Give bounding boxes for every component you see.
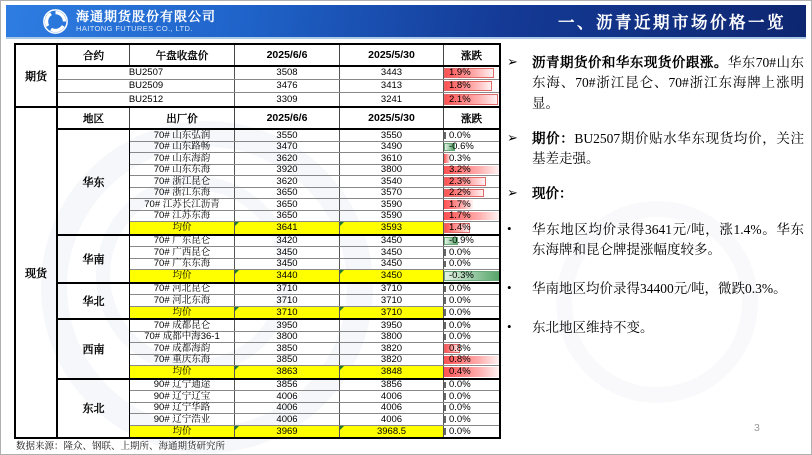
zero-data-bar xyxy=(444,405,446,412)
change-value: -0.6% xyxy=(449,141,474,152)
region-rows xyxy=(130,236,499,282)
value-cell: 3969 xyxy=(235,426,340,438)
value-cell: 3650 xyxy=(235,211,340,222)
column-header-region: 地区 xyxy=(58,108,130,128)
region-group xyxy=(58,236,499,284)
change-value: 2.1% xyxy=(449,93,471,105)
zero-data-bar xyxy=(444,428,446,436)
comment-triangle-icon xyxy=(235,366,239,370)
change-value: 0.0% xyxy=(449,258,471,269)
value-cell: 3241 xyxy=(340,93,444,106)
change-value: 0.0% xyxy=(449,306,471,318)
value-cell: 3450 xyxy=(235,259,340,270)
bullet-text xyxy=(532,129,804,170)
change-value: 3.2% xyxy=(449,164,471,175)
region-label: 东北 xyxy=(58,380,130,438)
bullet-regular-text: 东北地区维持不变。 xyxy=(532,320,654,336)
brand-name-cell: 90# 辽宁辽宝 xyxy=(130,391,235,402)
bullet-bold-text: 期价： xyxy=(532,130,575,146)
value-cell: 3440 xyxy=(235,270,340,282)
change-cell xyxy=(444,80,499,92)
brand-name-cell: 均价 xyxy=(130,222,235,234)
zero-data-bar xyxy=(444,249,446,256)
brand-name-cell: 70# 广东昆仑 xyxy=(130,236,235,247)
region-rows xyxy=(130,130,499,234)
bullet-regular-text: BU2507期价贴水华东现货均价，关注基差走强。 xyxy=(532,130,804,166)
change-cell xyxy=(444,414,499,425)
value-cell: 4006 xyxy=(235,414,340,425)
zero-data-bar xyxy=(444,132,446,139)
value-cell: 3650 xyxy=(235,199,340,210)
change-value: 2.3% xyxy=(449,176,471,187)
region-group xyxy=(58,380,499,438)
bullet-bold-text: 现价： xyxy=(532,186,573,202)
change-value: 1.9% xyxy=(449,67,471,79)
value-cell: 4006 xyxy=(340,414,444,425)
change-cell xyxy=(444,259,499,270)
brand-name-cell: 70# 成都中海36-1 xyxy=(130,332,235,343)
value-cell: 3450 xyxy=(340,247,444,258)
change-cell xyxy=(444,391,499,402)
spot-section-label: 现货 xyxy=(16,108,58,437)
change-cell xyxy=(444,165,499,176)
value-cell: 3650 xyxy=(235,188,340,199)
value-cell: 4006 xyxy=(340,403,444,414)
price-row xyxy=(130,391,499,403)
column-header-date2: 2025/5/30 xyxy=(340,45,444,65)
value-cell: 3710 xyxy=(235,307,340,319)
price-row xyxy=(130,236,499,248)
change-value: 0.0% xyxy=(449,425,471,437)
analysis-panel xyxy=(507,53,804,358)
change-value: 0.8% xyxy=(449,354,471,365)
bullet-text xyxy=(532,220,804,261)
brand-name-cell: 70# 河北东海 xyxy=(130,295,235,306)
change-cell xyxy=(444,176,499,187)
brand-name-cell: 90# 辽宁通途 xyxy=(130,380,235,391)
price-row xyxy=(130,414,499,426)
value-cell: 3420 xyxy=(235,236,340,247)
value-cell: 3863 xyxy=(235,366,340,378)
comment-triangle-icon xyxy=(340,426,344,430)
value-cell: 3848 xyxy=(340,366,444,378)
change-cell xyxy=(444,284,499,295)
brand-name-cell: 70# 山东海韵 xyxy=(130,153,235,164)
dot-bullet-icon: • xyxy=(507,280,512,295)
company-name-cn: 海通期货股份有限公司 xyxy=(76,8,217,24)
change-value: 1.7% xyxy=(449,210,471,221)
brand xyxy=(42,8,216,35)
value-cell: 3620 xyxy=(235,176,340,187)
change-value: 0.0% xyxy=(449,247,471,258)
average-row xyxy=(130,366,499,378)
value-cell: 3856 xyxy=(340,380,444,391)
change-value: 0.0% xyxy=(449,331,471,342)
value-cell: 3476 xyxy=(235,80,340,92)
zero-data-bar xyxy=(444,334,446,341)
zero-data-bar xyxy=(444,261,446,268)
change-cell xyxy=(444,188,499,199)
change-cell xyxy=(444,366,499,378)
brand-name-cell: 70# 山东东海 xyxy=(130,165,235,176)
change-cell xyxy=(444,380,499,391)
value-cell: 3620 xyxy=(235,153,340,164)
comment-triangle-icon xyxy=(235,222,239,226)
contract-cell: BU2509 xyxy=(58,80,235,92)
bullet-item xyxy=(507,53,804,114)
brand-name-cell: 70# 浙江昆仑 xyxy=(130,176,235,187)
comment-triangle-icon xyxy=(235,426,239,430)
brand-name-cell: 70# 江苏东海 xyxy=(130,211,235,222)
average-row xyxy=(130,426,499,438)
column-header-date2: 2025/5/30 xyxy=(340,108,444,128)
data-source-note: 数据来源：隆众、钢联、上期所、海通期货研究所 xyxy=(16,442,226,452)
bullet-regular-text: 华东70#山东东海、70#浙江昆仑、70#浙江东海牌上涨明显。 xyxy=(532,55,805,111)
bullet-regular-text: 华东地区均价录得3641元/吨，涨1.4%。华东东海牌和昆仑牌提涨幅度较多。 xyxy=(532,221,804,257)
change-value: 0.0% xyxy=(449,283,471,294)
change-value: 1.7% xyxy=(449,199,471,210)
brand-text xyxy=(76,10,216,33)
change-cell xyxy=(444,270,499,282)
region-label: 华南 xyxy=(58,236,130,282)
value-cell: 3920 xyxy=(235,165,340,176)
column-header-date1: 2025/6/6 xyxy=(235,108,340,128)
bullet-item xyxy=(507,184,804,204)
column-header-date1: 2025/6/6 xyxy=(235,45,340,65)
price-row xyxy=(130,211,499,223)
value-cell: 3800 xyxy=(340,165,444,176)
zero-data-bar xyxy=(444,393,446,400)
value-cell: 3590 xyxy=(340,211,444,222)
zero-data-bar xyxy=(444,382,446,389)
change-value: 2.2% xyxy=(449,187,471,198)
change-value: 0.0% xyxy=(449,414,471,425)
value-cell: 3710 xyxy=(235,295,340,306)
region-rows xyxy=(130,380,499,438)
change-value: 0.0% xyxy=(449,295,471,306)
change-value: 0.0% xyxy=(449,402,471,413)
region-label: 华东 xyxy=(58,130,130,234)
average-row xyxy=(130,222,499,234)
change-value: 0.3% xyxy=(449,153,471,164)
comment-triangle-icon xyxy=(235,307,239,311)
value-cell: 3850 xyxy=(235,355,340,366)
value-cell: 3850 xyxy=(235,343,340,354)
value-cell: 3968.5 xyxy=(340,426,444,438)
change-cell xyxy=(444,153,499,164)
value-cell: 4006 xyxy=(235,391,340,402)
bullet-item xyxy=(507,318,804,338)
value-cell: 3470 xyxy=(235,142,340,153)
price-row xyxy=(130,343,499,355)
change-value: 0.4% xyxy=(449,366,471,377)
value-cell: 3450 xyxy=(340,236,444,247)
price-row xyxy=(130,142,499,154)
value-cell: 3508 xyxy=(235,67,340,79)
change-cell xyxy=(444,426,499,438)
value-cell: 3641 xyxy=(235,222,340,234)
price-row xyxy=(58,67,499,80)
region-rows xyxy=(130,320,499,378)
bullet-item xyxy=(507,279,804,299)
comment-triangle-icon xyxy=(340,222,344,226)
spot-header-row xyxy=(58,108,499,130)
change-cell xyxy=(444,403,499,414)
value-cell: 3610 xyxy=(340,153,444,164)
price-row xyxy=(130,199,499,211)
brand-name-cell: 70# 广西昆仑 xyxy=(130,247,235,258)
zero-data-bar xyxy=(444,322,446,329)
brand-name-cell: 70# 重庆东海 xyxy=(130,355,235,366)
column-header-close-price: 午盘收盘价 xyxy=(130,45,235,65)
region-label: 西南 xyxy=(58,320,130,378)
futures-rows xyxy=(58,67,499,106)
value-cell: 3550 xyxy=(340,130,444,141)
value-cell: 3820 xyxy=(340,343,444,354)
value-cell: 3950 xyxy=(235,320,340,331)
header-bar xyxy=(6,5,806,39)
column-header-change: 涨跌 xyxy=(461,112,482,125)
value-cell: 3593 xyxy=(340,222,444,234)
brand-name-cell: 70# 山东弘润 xyxy=(130,130,235,141)
region-rows xyxy=(130,284,499,319)
value-cell: 3710 xyxy=(340,307,444,319)
price-row xyxy=(130,295,499,307)
zero-data-bar xyxy=(444,309,446,317)
brand-name-cell: 均价 xyxy=(130,307,235,319)
brand-name-cell: 70# 山东路畅 xyxy=(130,142,235,153)
change-cell xyxy=(444,222,499,234)
price-row xyxy=(130,355,499,367)
brand-name-cell: 90# 辽宁华路 xyxy=(130,403,235,414)
change-value: 0.0% xyxy=(449,391,471,402)
change-cell xyxy=(444,295,499,306)
brand-name-cell: 均价 xyxy=(130,366,235,378)
arrow-bullet-icon: ➢ xyxy=(507,129,518,145)
value-cell: 3540 xyxy=(340,176,444,187)
change-cell xyxy=(444,67,499,79)
average-row xyxy=(130,270,499,282)
change-value: 0.0% xyxy=(449,320,471,331)
value-cell: 3450 xyxy=(340,270,444,282)
price-row xyxy=(58,93,499,106)
change-cell xyxy=(444,142,499,153)
zero-data-bar xyxy=(444,416,446,423)
brand-name-cell: 70# 成都昆仑 xyxy=(130,320,235,331)
value-cell: 3800 xyxy=(340,332,444,343)
region-group xyxy=(58,284,499,321)
price-row xyxy=(58,80,499,93)
bullet-item xyxy=(507,129,804,170)
comment-triangle-icon xyxy=(340,366,344,370)
value-cell: 4006 xyxy=(340,391,444,402)
change-cell xyxy=(444,211,499,222)
change-cell xyxy=(444,199,499,210)
brand-name-cell: 均价 xyxy=(130,270,235,282)
futures-section-label: 期货 xyxy=(16,45,58,106)
contract-cell: BU2507 xyxy=(58,67,235,79)
column-header-exfactory-price: 出厂价 xyxy=(130,108,235,128)
price-row xyxy=(130,176,499,188)
price-row xyxy=(130,165,499,177)
arrow-bullet-icon: ➢ xyxy=(507,185,518,201)
region-label: 华北 xyxy=(58,284,130,319)
dot-bullet-icon: • xyxy=(507,220,512,236)
bullet-list xyxy=(507,53,804,339)
value-cell: 3490 xyxy=(340,142,444,153)
futures-header-row xyxy=(58,45,499,67)
value-cell: 4006 xyxy=(235,403,340,414)
price-row xyxy=(130,380,499,392)
company-name-en: HAITONG FUTURES CO., LTD. xyxy=(76,23,193,33)
spot-section xyxy=(16,108,499,437)
column-header-contract: 合约 xyxy=(58,45,130,65)
average-row xyxy=(130,307,499,319)
bullet-text xyxy=(532,53,804,114)
value-cell: 3710 xyxy=(340,295,444,306)
bullet-text xyxy=(532,184,804,204)
dot-bullet-icon: • xyxy=(507,319,512,335)
value-cell: 3710 xyxy=(340,284,444,295)
brand-name-cell: 90# 辽宁浩业 xyxy=(130,414,235,425)
change-cell xyxy=(444,236,499,247)
arrow-bullet-icon: ➢ xyxy=(507,54,518,69)
haitong-logo-icon xyxy=(42,8,69,35)
price-row xyxy=(130,130,499,142)
value-cell: 3800 xyxy=(235,332,340,343)
change-cell xyxy=(444,130,499,141)
page-number: 3 xyxy=(754,422,760,434)
comment-triangle-icon xyxy=(340,307,344,311)
value-cell: 3856 xyxy=(235,380,340,391)
column-header-change: 涨跌 xyxy=(461,49,482,62)
brand-name-cell: 70# 成都海韵 xyxy=(130,343,235,354)
comment-triangle-icon xyxy=(235,270,239,274)
change-value: 1.4% xyxy=(449,222,471,233)
change-cell xyxy=(444,320,499,331)
value-cell: 3413 xyxy=(340,80,444,92)
change-cell xyxy=(444,307,499,319)
value-cell: 3820 xyxy=(340,355,444,366)
comment-triangle-icon xyxy=(340,270,344,274)
price-row xyxy=(130,332,499,344)
value-cell: 3550 xyxy=(235,130,340,141)
change-value: 0.0% xyxy=(449,379,471,390)
change-value: -0.3% xyxy=(449,270,474,281)
price-row xyxy=(130,403,499,415)
zero-data-bar xyxy=(444,297,446,304)
price-row xyxy=(130,320,499,332)
change-value: 0.8% xyxy=(449,343,471,354)
value-cell: 3570 xyxy=(340,188,444,199)
brand-name-cell: 70# 浙江东海 xyxy=(130,188,235,199)
bullet-regular-text: 华南地区均价录得34400元/吨，微跌0.3%。 xyxy=(532,281,787,296)
futures-section xyxy=(16,45,499,108)
change-cell xyxy=(444,343,499,354)
zero-data-bar xyxy=(444,286,446,293)
value-cell: 3450 xyxy=(340,259,444,270)
change-cell xyxy=(444,93,499,106)
price-row xyxy=(130,247,499,259)
brand-name-cell: 均价 xyxy=(130,426,235,438)
value-cell: 3309 xyxy=(235,93,340,106)
change-cell xyxy=(444,355,499,366)
change-value: 0.0% xyxy=(449,130,471,141)
bullet-text xyxy=(532,318,804,338)
region-group xyxy=(58,320,499,380)
value-cell: 3590 xyxy=(340,199,444,210)
page-title: 一、沥青近期市场价格一览 xyxy=(558,13,786,32)
value-cell: 3950 xyxy=(340,320,444,331)
change-cell xyxy=(444,247,499,258)
change-value: 1.8% xyxy=(449,80,471,92)
change-cell xyxy=(444,332,499,343)
contract-cell: BU2512 xyxy=(58,93,235,106)
brand-name-cell: 70# 河北昆仑 xyxy=(130,284,235,295)
price-row xyxy=(130,188,499,200)
price-row xyxy=(130,153,499,165)
value-cell: 3450 xyxy=(235,247,340,258)
brand-name-cell: 70# 广东东海 xyxy=(130,259,235,270)
bullet-text xyxy=(532,279,804,299)
change-value: -0.9% xyxy=(449,235,474,246)
price-row xyxy=(130,284,499,296)
value-cell: 3710 xyxy=(235,284,340,295)
bullet-item xyxy=(507,220,804,261)
brand-name-cell: 70# 江苏长江沥青 xyxy=(130,199,235,210)
value-cell: 3443 xyxy=(340,67,444,79)
price-row xyxy=(130,259,499,271)
spot-region-groups xyxy=(58,130,499,437)
region-group xyxy=(58,130,499,236)
price-table xyxy=(14,43,501,439)
bullet-bold-text: 沥青期货价和华东现货价跟涨。 xyxy=(532,55,728,70)
